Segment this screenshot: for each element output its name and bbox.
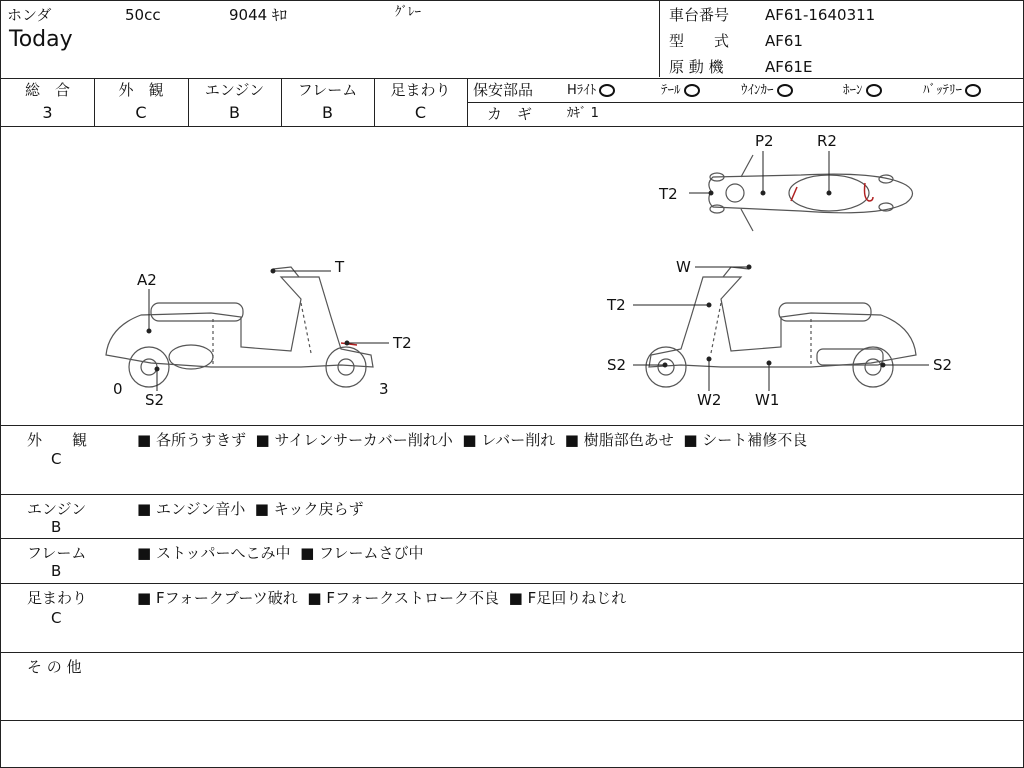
- key-value: ｶｷﾞ 1: [567, 106, 599, 121]
- remark-suspension-items: ■ Fフォークブーツ破れ ■ Fフォークストローク不良 ■ F足回りねじれ: [137, 589, 627, 607]
- label-top-t2: T2: [659, 185, 678, 203]
- label-p2: P2: [755, 132, 774, 150]
- scooter-top-view: [709, 155, 913, 231]
- type-label: 型 式: [669, 32, 730, 50]
- exterior-grade: C: [135, 103, 147, 122]
- frame-grade-label: フレーム: [297, 81, 358, 99]
- engine-value: AF61E: [765, 58, 813, 76]
- label-right-t2: T2: [607, 296, 626, 314]
- remark-suspension-grade: C: [51, 609, 62, 627]
- suspension-grade: C: [414, 103, 427, 122]
- safety-item-battery: ﾊﾞｯﾃﾘｰ: [923, 82, 981, 100]
- label-left-s2: S2: [145, 391, 165, 409]
- label-t: T: [335, 258, 345, 276]
- remark-exterior-items: ■ 各所うすきず ■ サイレンサーカバー削れ小 ■ レバー削れ ■ 樹脂部色あせ ■ シート補修不良: [137, 431, 808, 449]
- remark-exterior-grade: C: [51, 450, 62, 468]
- scratch-mark: [791, 187, 797, 201]
- remark-engine-items: ■ エンジン音小 ■ キック戻らず: [137, 500, 364, 518]
- remark-exterior-label: 外 観: [27, 431, 88, 449]
- label-right-s2-front: S2: [607, 356, 627, 374]
- ok-circle-icon: [965, 84, 981, 97]
- label-a2: A2: [137, 271, 157, 289]
- remark-engine-label: エンジン: [27, 500, 87, 518]
- safety-label: 保安部品: [473, 81, 534, 99]
- type-value: AF61: [765, 32, 803, 50]
- label-left-t2: T2: [393, 334, 412, 352]
- ok-circle-icon: [777, 84, 793, 97]
- scooter-right-view: [646, 267, 916, 387]
- overall-grade: 3: [42, 103, 53, 122]
- overall-label: 総 合: [24, 81, 70, 99]
- remark-suspension-label: 足まわり: [27, 589, 88, 607]
- engine-grade: B: [229, 103, 240, 122]
- safety-item-headlight: Hﾗｲﾄ: [567, 82, 615, 100]
- frame-grade: B: [322, 103, 333, 122]
- engine-grade-label: エンジン: [204, 81, 265, 99]
- suspension-grade-label: 足まわり: [390, 81, 451, 99]
- mileage: 9044 ｷﾛ: [229, 6, 287, 24]
- safety-item-winker: ｳｲﾝｶｰ: [741, 82, 793, 100]
- label-right-s2-rear: S2: [933, 356, 953, 374]
- remark-frame-grade: B: [51, 562, 62, 580]
- ok-circle-icon: [684, 84, 700, 97]
- remark-frame-items: ■ ストッパーへこみ中 ■ フレームさび中: [137, 544, 424, 562]
- ok-circle-icon: [599, 84, 615, 97]
- remark-other-label: そ の 他: [27, 658, 82, 676]
- model-name: Today: [9, 27, 73, 52]
- key-label: カ ギ: [487, 105, 533, 123]
- ok-circle-icon: [866, 84, 882, 97]
- engine-label: 原 動 機: [669, 58, 724, 76]
- safety-item-horn: ﾎｰﾝ: [843, 82, 882, 100]
- remark-engine-grade: B: [51, 518, 62, 536]
- color: ｸﾞﾚｰ: [395, 5, 421, 20]
- label-zero: 0: [113, 380, 123, 398]
- frame-no-label: 車台番号: [669, 6, 730, 24]
- label-w2: W2: [697, 391, 722, 409]
- exterior-label: 外 観: [118, 81, 164, 99]
- remark-frame-label: フレーム: [27, 544, 87, 562]
- safety-item-tail: ﾃｰﾙ: [661, 82, 700, 100]
- label-three: 3: [379, 380, 389, 398]
- maker: ホンダ: [7, 6, 52, 24]
- frame-no: AF61-1640311: [765, 6, 876, 24]
- displacement: 50cc: [125, 6, 161, 24]
- label-r2: R2: [817, 132, 837, 150]
- label-w1: W1: [755, 391, 780, 409]
- label-w: W: [676, 258, 691, 276]
